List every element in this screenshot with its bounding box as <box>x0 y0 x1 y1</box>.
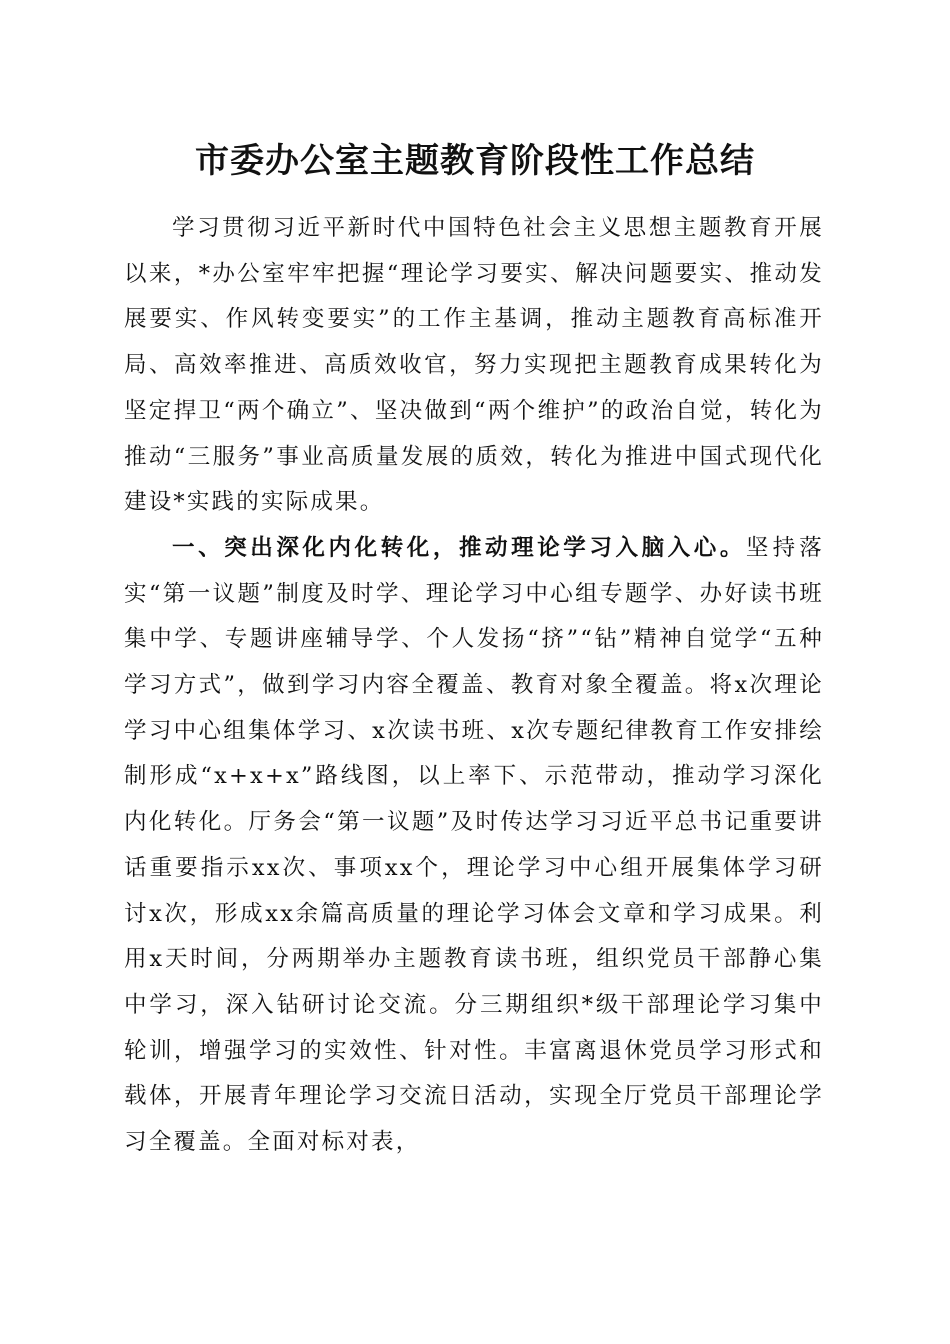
section-1-heading: 一、突出深化内化转化，推动理论学习入脑入心。 <box>172 534 746 561</box>
intro-paragraph: 学习贯彻习近平新时代中国特色社会主义思想主题教育开展以来，*办公室牢牢把握“理论学习要实、解决问题要实、推动发展要实、作风转变要实”的工作主基调，推动主题教育高标准开局、高效率推进、高质效收官，努力实现把主题教育成果转化为坚定捍卫“两个确立”、坚决做到“两个维护”的政治自觉，转化为推动“三服务”事业高质量发展的质效，转化为推进中国式现代化建设*实践的实际成果。 <box>124 215 824 516</box>
section-1-text: 坚持落实“第一议题”制度及时学、理论学习中心组专题学、办好读书班集中学、专题讲座辅导学、个人发扬“挤”“钻”精神自觉学“五种学习方式”，做到学习内容全覆盖、教育对象全覆盖。将x次理论学习中心组集体学习、x次读书班、x次专题纪律教育工作安排绘制形成“x+x+x”路线图，以上率下、示范带动，推动学习深化内化转化。厅务会“第一议题”及时传达学习习近平总书记重要讲话重要指示xx次、事项xx个，理论学习中心组开展集体学习研讨x次，形成xx余篇高质量的理论学习体会文章和学习成果。利用x天时间，分两期举办主题教育读书班，组织党员干部静心集中学习，深入钻研讨论交流。分三期组织*级干部理论学习集中轮训，增强学习的实效性、针对性。丰富离退休党员学习形式和载体，开展青年理论学习交流日活动，实现全厅党员干部理论学习全覆盖。全面对标对表， <box>124 534 824 1156</box>
document-title: 市委办公室主题教育阶段性工作总结 <box>195 141 755 181</box>
document-body <box>124 206 824 1166</box>
section-1-paragraph <box>124 526 824 1166</box>
